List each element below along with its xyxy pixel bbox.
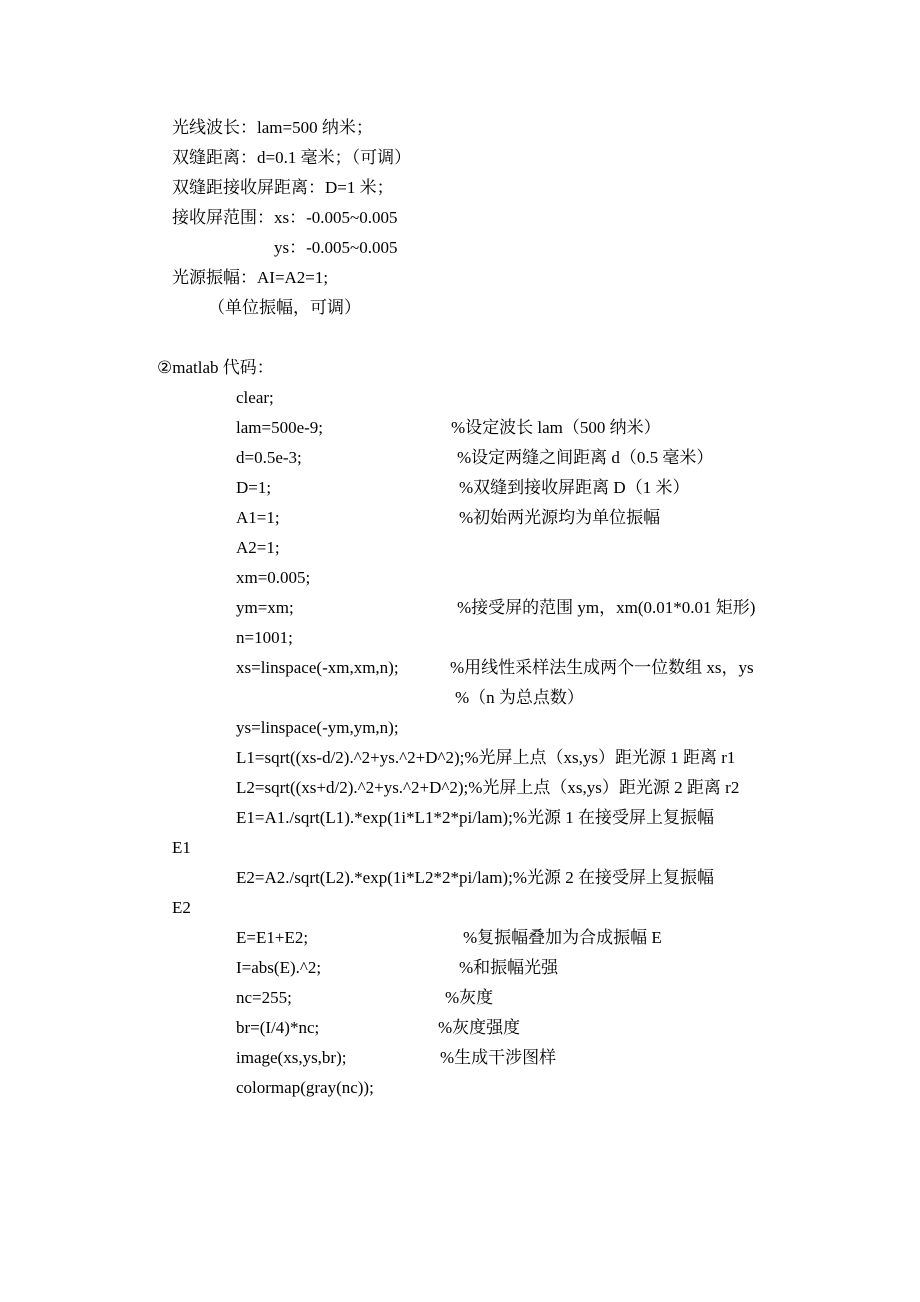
param-amplitude-note: （单位振幅，可调）	[208, 298, 361, 317]
code-line: L1=sqrt((xs-d/2).^2+ys.^2+D^2);%光屏上点（xs,ys）距光源 1 距离 r1	[236, 748, 736, 767]
code-line-wrap: E1	[172, 838, 191, 857]
param-wavelength: 光线波长：lam=500 纳米；	[172, 118, 373, 137]
code-line: d=0.5e-3;	[236, 448, 302, 467]
code-line-wrap: E2	[172, 898, 191, 917]
code-line: E1=A1./sqrt(L1).*exp(1i*L1*2*pi/lam);%光源 1 在接受屏上复振幅	[236, 808, 714, 827]
code-line: image(xs,ys,br);	[236, 1048, 347, 1067]
code-comment: %和振幅光强	[459, 958, 559, 977]
code-comment: %设定两缝之间距离 d（0.5 毫米）	[457, 448, 714, 467]
param-screen-range-x: 接收屏范围：xs：-0.005~0.005	[172, 208, 398, 227]
code-line: br=(I/4)*nc;	[236, 1018, 320, 1037]
code-line: E2=A2./sqrt(L2).*exp(1i*L2*2*pi/lam);%光源 2 在接受屏上复振幅	[236, 868, 714, 887]
code-line: nc=255;	[236, 988, 292, 1007]
code-line: xm=0.005;	[236, 568, 311, 587]
param-slit-distance: 双缝距离：d=0.1 毫米；（可调）	[172, 148, 412, 167]
code-line: L2=sqrt((xs+d/2).^2+ys.^2+D^2);%光屏上点（xs,ys）距光源 2 距离 r2	[236, 778, 740, 797]
code-comment: %用线性采样法生成两个一位数组 xs，ys	[450, 658, 754, 677]
code-line: ym=xm;	[236, 598, 294, 617]
code-comment: %复振幅叠加为合成振幅 E	[463, 928, 662, 947]
code-line: clear;	[236, 388, 274, 407]
code-comment: %双缝到接收屏距离 D（1 米）	[459, 478, 690, 497]
section-title: ②matlab 代码：	[157, 358, 274, 377]
code-comment: %生成干涉图样	[440, 1048, 557, 1067]
code-comment: %初始两光源均为单位振幅	[459, 508, 661, 527]
code-line: I=abs(E).^2;	[236, 958, 322, 977]
code-line: D=1;	[236, 478, 272, 497]
code-line: n=1001;	[236, 628, 293, 647]
code-line: E=E1+E2;	[236, 928, 309, 947]
param-screen-range-y: ys：-0.005~0.005	[274, 238, 398, 257]
param-screen-distance: 双缝距接收屏距离：D=1 米；	[172, 178, 394, 197]
code-line: colormap(gray(nc));	[236, 1078, 374, 1097]
code-comment: %设定波长 lam（500 纳米）	[451, 418, 661, 437]
code-line: A1=1;	[236, 508, 280, 527]
code-comment: %灰度	[445, 988, 494, 1007]
code-comment: %灰度强度	[438, 1018, 521, 1037]
code-line: lam=500e-9;	[236, 418, 324, 437]
code-line: xs=linspace(-xm,xm,n);	[236, 658, 399, 677]
code-comment: %（n 为总点数）	[455, 688, 584, 707]
code-line: ys=linspace(-ym,ym,n);	[236, 718, 399, 737]
code-line: A2=1;	[236, 538, 280, 557]
param-amplitude: 光源振幅：AI=A2=1;	[172, 268, 329, 287]
code-comment: %接受屏的范围 ym，xm(0.01*0.01 矩形)	[457, 598, 756, 617]
